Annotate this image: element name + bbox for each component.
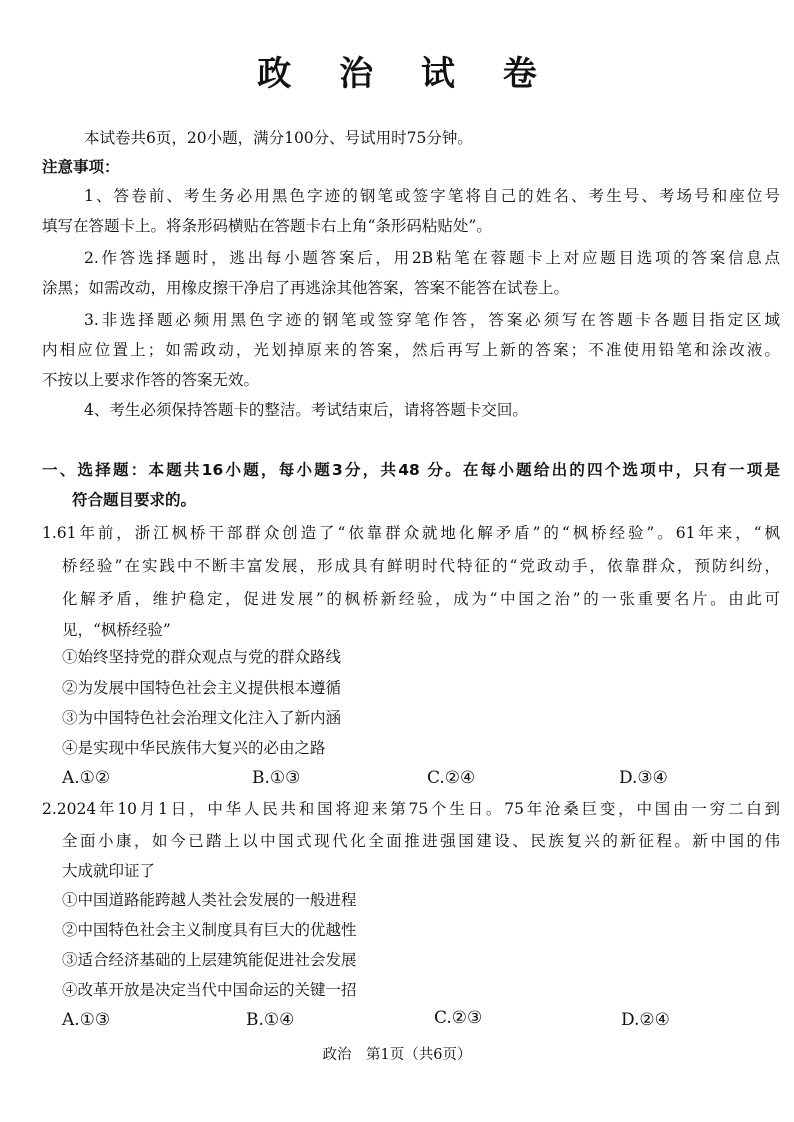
- page-footer: 政治 第1页（共6页）: [322, 1047, 472, 1063]
- section-heading-cont: 符合题目要求的。: [72, 491, 197, 509]
- note-line: 不按以上要求作答的答案无效。: [42, 371, 260, 389]
- question-1-item: ①始终坚持党的群众观点与党的群众路线: [62, 648, 342, 666]
- note-line: 填写在答题卡上。将条形码横贴在答题卡右上角“条形码粘贴处”。: [42, 217, 492, 235]
- question-2-item: ②中国特色社会主义制度具有巨大的优越性: [62, 921, 357, 939]
- question-2-option-b: B.①④: [246, 1010, 295, 1030]
- note-line: 2.作答选择题时，逃出每小题答案后，用2B粘笔在蓉题卡上对应题目选项的答案信息点: [84, 249, 780, 267]
- question-1-option-b: B.①③: [252, 768, 301, 788]
- question-1-item: ②为发展中国特色社会主义提供根本遵循: [62, 679, 342, 697]
- question-1-item: ③为中国特色社会治理文化注入了新内涵: [62, 709, 342, 727]
- question-1-item: ④是实现中华民族伟大复兴的必由之路: [62, 739, 326, 757]
- question-1-option-a: A.①②: [62, 768, 111, 788]
- section-heading: 一、选择题：本题共16小题，每小题3分，共48 分。在每小题给出的四个选项中，只有一项是: [42, 461, 780, 479]
- question-2-item: ①中国道路能跨越人类社会发展的一般进程: [62, 891, 357, 909]
- question-2-stem: 大成就印证了: [62, 862, 156, 880]
- question-1-option-c: C.②④: [427, 768, 476, 788]
- question-1-stem: 见，“枫桥经验”: [62, 621, 171, 639]
- question-1-stem: 桥经验”在实践中不断丰富发展，形成具有鲜明时代特征的“党政动手，依靠群众，预防纠纷，: [62, 557, 780, 575]
- note-line: 1、答卷前、考生务必用黑色字迹的钢笔或签字笔将自己的姓名、考生号、考场号和座位号: [84, 187, 780, 205]
- question-2-stem: 2.2024年10月1日，中华人民共和国将迎来第75个生日。75年沧桑巨变，中国由一穷二白到: [42, 800, 780, 818]
- question-2-item: ④改革开放是决定当代中国命运的关键一招: [62, 981, 357, 999]
- note-line: 4、考生必须保持答题卡的整洁。考试结束后，请将答题卡交回。: [84, 401, 528, 419]
- question-2-stem: 全面小康，如今已踏上以中国式现代化全面推进强国建设、民族复兴的新征程。新中国的伟: [62, 832, 780, 850]
- note-line: 3.非选择题必频用黑色字迹的钢笔或签穿笔作答，答案必须写在答题卡各题目指定区域: [84, 311, 780, 329]
- page-title: 政 治 试 卷: [257, 54, 555, 94]
- question-2-option-a: A.①③: [62, 1010, 111, 1030]
- note-line: 涂黑；如需改动，用橡皮擦干净启了再逃涂其他答案，答案不能答在试卷上。: [42, 279, 570, 297]
- question-2-option-d: D.②④: [621, 1010, 670, 1030]
- question-1-stem: 化解矛盾，维护稳定，促进发展”的枫桥新经验，成为“中国之治”的一张重要名片。由此可: [62, 590, 780, 608]
- question-2-item: ③适合经济基础的上层建筑能促进社会发展: [62, 951, 357, 969]
- question-2-option-c: C.②③: [434, 1008, 483, 1028]
- intro-text: 本试卷共6页，20小题，满分100分、号试用时75分钟。: [84, 129, 473, 147]
- note-line: 内相应位置上；如需政动，光划掉原来的答案，然后再写上新的答案；不准使用铅笔和涂改液。: [42, 341, 780, 359]
- question-1-option-d: D.③④: [619, 768, 668, 788]
- notes-heading: 注意事项：: [42, 158, 120, 176]
- question-1-stem: 1.61年前，浙江枫桥干部群众创造了“依靠群众就地化解矛盾”的“枫桥经验”。61年来，“枫: [42, 524, 780, 542]
